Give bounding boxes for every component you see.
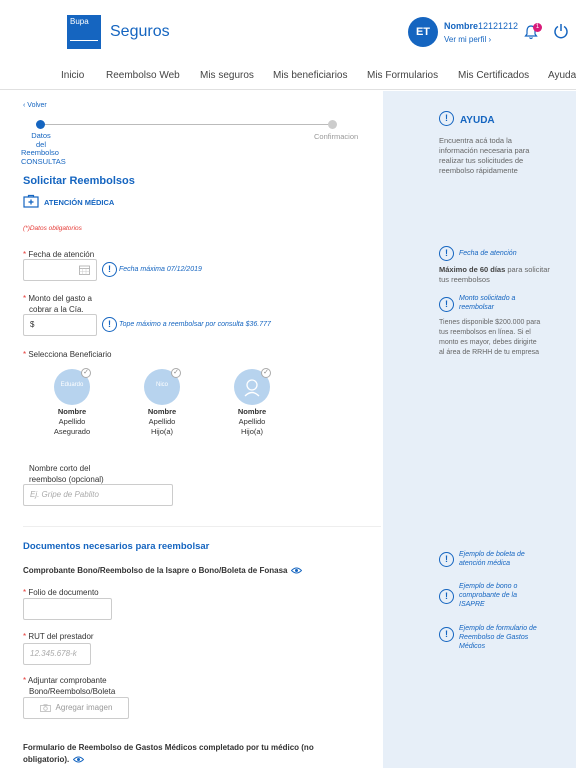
check-icon: ✓ — [171, 368, 181, 378]
eye-icon[interactable] — [73, 756, 84, 763]
check-icon: ✓ — [261, 368, 271, 378]
chevron-right-icon: › — [488, 35, 492, 44]
help-intro: Encuentra acá toda la información necesaria para realizar tus solicitudes de reembolso rápidamente — [439, 136, 530, 175]
person-icon — [242, 377, 262, 397]
step-1-label: Datos del Reembolso CONSULTAS — [21, 131, 66, 166]
info-icon: ! — [439, 246, 454, 261]
notification-badge: 1 — [533, 23, 542, 32]
stepper-line — [40, 124, 332, 125]
step-1-dot — [36, 120, 45, 129]
step-2-dot — [328, 120, 337, 129]
help-monto-text: Tienes disponible $200.000 para tus reembolsos en línea. Si el monto es mayor, debes dirigirte al área de RRHH de tu empresa — [439, 319, 541, 356]
nav-mis-beneficiarios[interactable]: Mis beneficiarios — [273, 70, 348, 81]
chevron-left-icon: ‹ — [23, 102, 26, 109]
user-name: Nombre12121212 — [444, 21, 519, 31]
nav-ayuda[interactable]: Ayuda — [548, 70, 576, 81]
rut-input[interactable]: 12.345.678-k — [23, 643, 91, 665]
info-icon[interactable]: ! — [439, 552, 454, 567]
folio-label: * Folio de documento — [23, 588, 99, 597]
nombre-corto-input[interactable]: Ej. Gripe de Pablito — [23, 484, 173, 506]
info-icon[interactable]: ! — [439, 627, 454, 642]
link-ejemplo-bono[interactable]: Ejemplo de bono o comprobante de la ISAPRE — [459, 583, 518, 608]
folio-input[interactable] — [23, 598, 112, 620]
add-image-button[interactable]: Agregar imagen — [23, 697, 129, 719]
beneficiary-info-3: Nombre Apellido Hijo(a) — [237, 407, 267, 436]
info-icon: ! — [102, 317, 117, 332]
formulario-label: Formulario de Reembolso de Gastos Médicos completado por tu médico (no obligatorio). — [23, 743, 314, 764]
fecha-label: * Fecha de atención — [23, 250, 95, 259]
nav-reembolso-web[interactable]: Reembolso Web — [106, 70, 180, 81]
calendar-icon[interactable] — [79, 265, 90, 275]
docs-title: Documentos necesarios para reembolsar — [23, 541, 210, 552]
main-nav — [0, 62, 576, 90]
help-fecha-text: Máximo de 60 días para solicitar tus reembolsos — [439, 265, 550, 284]
beneficiary-avatar-3[interactable] — [234, 369, 270, 405]
help-title: AYUDA — [460, 115, 495, 126]
link-ejemplo-boleta[interactable]: Ejemplo de boleta de atención médica — [459, 551, 525, 567]
monto-input[interactable]: $ — [23, 314, 97, 336]
monto-hint: Tope máximo a reembolsar por consulta $36.777 — [119, 321, 271, 328]
comprobante-label: Comprobante Bono/Reembolso de la Isapre o Bono/Boleta de Fonasa — [23, 565, 302, 577]
medical-kit-icon — [23, 194, 39, 208]
rut-label: * RUT del prestador — [23, 632, 94, 641]
link-ejemplo-formulario[interactable]: Ejemplo de formulario de Reembolso de Gastos Médicos — [459, 625, 537, 650]
nav-mis-seguros[interactable]: Mis seguros — [200, 70, 254, 81]
fecha-hint: Fecha máxima 07/12/2019 — [119, 266, 202, 273]
step-2-label: Confirmacion — [314, 132, 359, 141]
required-note: (*)Datos obligatorios — [23, 225, 82, 232]
section-divider — [23, 526, 381, 527]
beneficiary-info-2: Nombre Apellido Hijo(a) — [147, 407, 177, 436]
back-link[interactable]: ‹ Volver — [23, 102, 47, 109]
info-icon[interactable]: ! — [439, 589, 454, 604]
info-icon: ! — [102, 262, 117, 277]
adjuntar-label: * Adjuntar comprobante Bono/Reembolso/Boleta — [23, 676, 116, 696]
info-icon: ! — [439, 297, 454, 312]
info-icon: ! — [439, 111, 454, 126]
nav-inicio[interactable]: Inicio — [61, 70, 85, 81]
brand-name: Seguros — [110, 23, 170, 40]
nav-mis-certificados[interactable]: Mis Certificados — [458, 70, 530, 81]
bupa-logo[interactable] — [67, 15, 101, 49]
nav-mis-formularios[interactable]: Mis Formularios — [367, 70, 439, 81]
beneficiary-info-1: Nombre Apellido Asegurado — [53, 407, 91, 436]
eye-icon[interactable] — [291, 567, 302, 574]
page-title: Solicitar Reembolsos — [23, 175, 135, 187]
profile-link[interactable]: Ver mi perfil › — [444, 35, 492, 44]
nombre-corto-label: Nombre corto del reembolso (opcional) — [29, 464, 104, 484]
monto-label: * Monto del gasto a cobrar a la Cía. — [23, 294, 92, 314]
power-icon[interactable] — [553, 23, 569, 39]
app-header — [0, 0, 576, 62]
logo-text: Bupa — [70, 17, 89, 26]
check-icon: ✓ — [81, 368, 91, 378]
beneficiary-avatar-2[interactable]: Nico ✓ — [144, 369, 180, 405]
avatar[interactable]: ET — [408, 17, 438, 47]
camera-icon — [40, 704, 51, 712]
category-label: ATENCIÓN MÉDICA — [44, 198, 115, 207]
beneficiario-label: * Selecciona Beneficiario — [23, 350, 112, 359]
help-fecha-title: Fecha de atención — [459, 250, 517, 257]
beneficiary-avatar-1[interactable]: Eduardo ✓ — [54, 369, 90, 405]
help-panel — [383, 91, 576, 768]
help-monto-title: Monto solicitado a reembolsar — [459, 295, 516, 311]
